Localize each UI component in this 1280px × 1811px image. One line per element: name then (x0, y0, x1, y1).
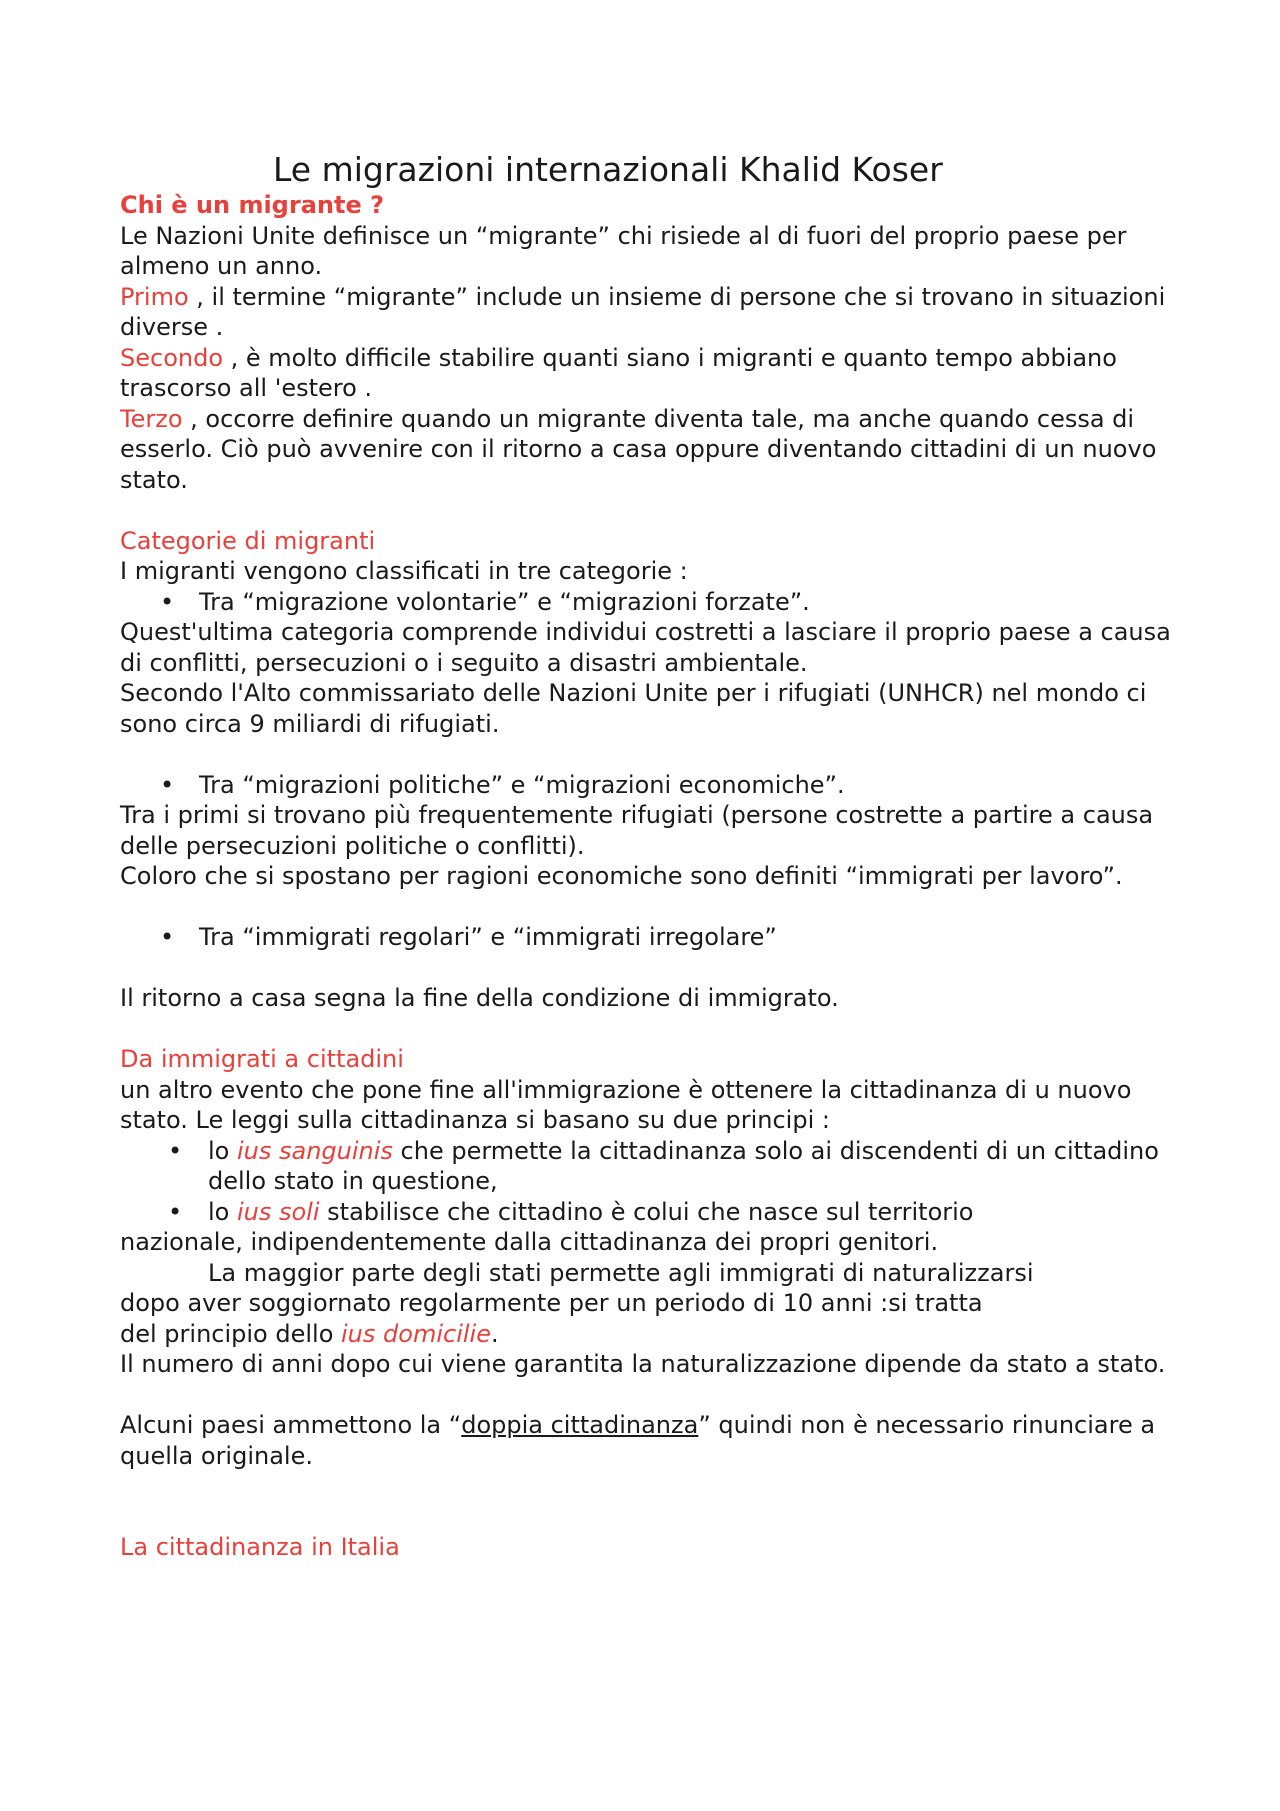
list-item (120, 587, 1180, 618)
spacer (120, 892, 1180, 923)
bullet-dot-icon: • (168, 1136, 183, 1165)
paragraph-dual-citizenship (120, 1410, 1180, 1471)
document-title: Le migrazioni internazionali Khalid Koser (273, 150, 943, 189)
paragraph-ius-soli-continued: nazionale, indipendentemente dalla cittadinanza dei propri genitori. (120, 1228, 939, 1256)
paragraph-naturalization-line1: La maggior parte degli stati permette agli immigrati di naturalizzarsi (208, 1258, 1034, 1287)
list-item (120, 1197, 1180, 1228)
paragraph-political: Tra i primi si trovano più frequentemente rifugiati (persone costrette a partire a causa delle persecuzioni politiche o conflitti). (120, 801, 1154, 860)
section-heading-cittadinanza-italia: La cittadinanza in Italia (120, 1533, 400, 1561)
spacer (120, 1380, 1180, 1411)
spacer (120, 1014, 1180, 1045)
text-secondo: , è molto difficile stabilire quanti siano i migranti e quanto tempo abbiano trascorso all 'estero . (120, 343, 1117, 402)
paragraph-forced-migration: Quest'ultima categoria comprende individui costretti a lasciare il proprio paese a causa di conflitti, persecuzioni o i seguito a disastri ambientale. (120, 618, 1171, 677)
paragraph-naturalization-line3 (120, 1319, 1180, 1350)
paragraph-citizenship-intro: un altro evento che pone fine all'immigrazione è ottenere la cittadinanza di u nuovo stato. Le leggi sulla cittadinanza si basano su due principi : (120, 1075, 1132, 1134)
bullet-text-post: stabilisce che cittadino è colui che nasce sul territorio (319, 1197, 974, 1226)
term-ius-soli: ius soli (236, 1197, 320, 1226)
bullet-text-post: che permette la cittadinanza solo ai discendenti di un cittadino dello stato in questione, (208, 1136, 1159, 1195)
term-ius-sanguinis: ius sanguinis (236, 1136, 393, 1165)
bullet-dot-icon: • (168, 1197, 183, 1226)
term-ius-domicilie: ius domicilie (341, 1319, 491, 1348)
spacer (120, 1471, 1180, 1532)
document-body (120, 150, 1180, 1563)
text-terzo: , occorre definire quando un migrante diventa tale, ma anche quando cessa di esserlo. Ciò può avvenire con il ritorno a casa oppure diventando cittadini di un nuovo stato. (120, 404, 1157, 494)
bullet-text: Tra “migrazioni politiche” e “migrazioni economiche”. (199, 770, 845, 799)
section-heading-chi-e-un-migrante: Chi è un migrante ? (120, 191, 384, 219)
label-secondo: Secondo (120, 343, 224, 372)
spacer (120, 739, 1180, 770)
list-item (120, 1136, 1180, 1197)
spacer (120, 953, 1180, 984)
term-doppia-cittadinanza: doppia cittadinanza (461, 1411, 699, 1439)
list-item (120, 770, 1180, 801)
bullet-dot-icon: • (160, 587, 175, 616)
label-terzo: Terzo (120, 404, 183, 433)
bullet-text: Tra “migrazione volontarie” e “migrazioni forzate”. (199, 587, 810, 616)
spacer (120, 495, 1180, 526)
text-post: ” quindi non è necessario rinunciare a quella originale. (120, 1411, 1156, 1470)
text-primo: , il termine “migrante” include un insieme di persone che si trovano in situazioni diverse . (120, 282, 1166, 341)
text-pre: Alcuni paesi ammettono la “ (120, 1411, 462, 1439)
text-post: . (490, 1319, 499, 1348)
bullet-text-pre: lo (208, 1197, 237, 1226)
paragraph-return-home: Il ritorno a casa segna la fine della condizione di immigrato. (120, 984, 839, 1012)
section-heading-categorie: Categorie di migranti (120, 526, 376, 555)
bullet-text-pre: lo (208, 1136, 237, 1165)
label-primo: Primo (120, 282, 189, 311)
text-pre: del principio dello (120, 1319, 342, 1348)
paragraph-years: Il numero di anni dopo cui viene garantita la naturalizzazione dipende da stato a stato. (120, 1350, 1166, 1378)
paragraph-economic: Coloro che si spostano per ragioni economiche sono definiti “immigrati per lavoro”. (120, 862, 1123, 890)
bullet-text: Tra “immigrati regolari” e “immigrati irregolare” (199, 923, 777, 951)
list-item (120, 922, 1180, 953)
paragraph-primo (120, 282, 1180, 343)
paragraph-terzo (120, 404, 1180, 496)
section-heading-da-immigrati: Da immigrati a cittadini (120, 1045, 404, 1073)
paragraph-naturalization-line2: dopo aver soggiornato regolarmente per un periodo di 10 anni :si tratta (120, 1289, 983, 1317)
bullet-dot-icon: • (160, 923, 175, 951)
paragraph-un-definition: Le Nazioni Unite definisce un “migrante” chi risiede al di fuori del proprio paese per almeno un anno. (120, 221, 1127, 280)
paragraph-unhcr: Secondo l'Alto commissariato delle Nazioni Unite per i rifugiati (UNHCR) nel mondo ci sono circa 9 miliardi di rifugiati. (120, 679, 1147, 738)
bullet-dot-icon: • (160, 770, 175, 799)
paragraph-categorie-intro: I migranti vengono classificati in tre categorie : (120, 557, 688, 585)
paragraph-secondo (120, 343, 1180, 404)
